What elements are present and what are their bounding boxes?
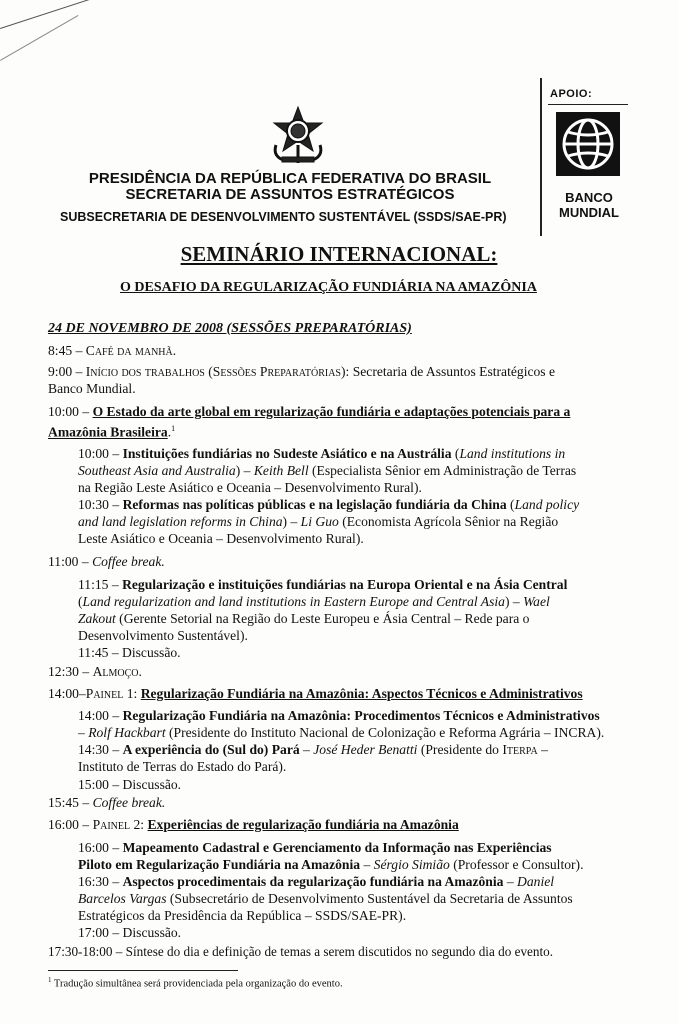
schedule-line: 14:00–Painel 1: Regularização Fundiária na Amazônia: Aspectos Técnicos e Administrativos	[48, 686, 583, 701]
schedule-line: 16:00 – Mapeamento Cadastral e Gerenciamento da Informação nas Experiências	[78, 840, 552, 855]
divider	[548, 104, 628, 105]
sponsor-name	[548, 190, 630, 220]
schedule-line: 10:00 – O Estado da arte global em regularização fundiária e adaptações potenciais para a	[48, 404, 571, 419]
schedule-line: 15:45 – Coffee break.	[48, 795, 166, 810]
schedule-line: Banco Mundial.	[48, 381, 136, 396]
schedule-line: 14:00 – Regularização Fundiária na Amazônia: Procedimentos Técnicos e Administrativos	[78, 708, 600, 723]
schedule-line: Barcelos Vargas (Subsecretário de Desenvolvimento Sustentável da Secretaria de Assuntos	[78, 891, 573, 906]
schedule-line: 16:30 – Aspectos procedimentais da regularização fundiária na Amazônia – Daniel	[78, 874, 555, 889]
schedule-line: – Rolf Hackbart (Presidente do Instituto Nacional de Colonização e Reforma Agrária – INCRA).	[78, 725, 605, 740]
day-heading: 24 DE NOVEMBRO DE 2008 (SESSÕES PREPARATÓRIAS)	[48, 321, 412, 336]
schedule-line: Instituto de Terras do Estado do Pará).	[78, 759, 287, 774]
schedule-line: 15:00 – Discussão.	[78, 777, 182, 792]
schedule-line: Leste Asiático e Oceania – Desenvolvimento Rural).	[78, 531, 364, 546]
coat-of-arms-seal	[268, 105, 328, 165]
header-presidency: PRESIDÊNCIA DA REPÚBLICA FEDERATIVA DO BRASIL	[88, 170, 492, 187]
schedule-line: Estratégicos da Presidência da República – SSDS/SAE-PR).	[78, 908, 407, 923]
schedule-line: Zakout (Gerente Setorial na Região do Leste Europeu e Ásia Central – Rede para o	[78, 611, 530, 626]
schedule-line: Amazônia Brasileira.$^1$	[48, 424, 176, 440]
divider	[540, 78, 542, 236]
schedule-line: (Land regularization and land institutions in Eastern Europe and Central Asia) – Wael	[78, 594, 550, 609]
header-subsecretariat: SUBSECRETARIA DE DESENVOLVIMENTO SUSTENTÁVEL (SSDS/SAE-PR)	[60, 210, 507, 224]
schedule-line: 14:30 – A experiência do (Sul do) Pará – José Heder Benatti (Presidente do Iterpa –	[78, 742, 548, 757]
schedule-line: Southeast Asia and Australia) – Keith Bell (Especialista Sênior em Administração de Terras	[78, 463, 577, 478]
seminar-subtitle: O DESAFIO DA REGULARIZAÇÃO FUNDIÁRIA NA AMAZÔNIA	[120, 280, 537, 295]
sponsor-label: APOIO:	[550, 88, 593, 100]
footnote-divider	[48, 970, 238, 971]
sponsor-name-line: MUNDIAL	[559, 205, 619, 220]
sponsor-name-line: BANCO	[565, 190, 613, 205]
scan-mark	[0, 0, 133, 29]
schedule-line: 10:00 – Instituições fundiárias no Sudeste Asiático e na Austrália (Land institutions in	[78, 446, 566, 461]
footnote: $^1$ Tradução simultânea será providenciada pela organização do evento.	[48, 976, 343, 990]
schedule-line: 17:30-18:00 – Síntese do dia e definição de temas a serem discutidos no segundo dia do evento.	[48, 944, 554, 959]
schedule-line: na Região Leste Asiático e Oceania – Desenvolvimento Rural).	[78, 480, 422, 495]
schedule-line: and land legislation reforms in China) – Li Guo (Economista Agrícola Sênior na Região	[78, 514, 559, 529]
schedule-line: 16:00 – Painel 2: Experiências de regularização fundiária na Amazônia	[48, 817, 459, 832]
schedule-line: 17:00 – Discussão.	[78, 925, 182, 940]
schedule-line: 8:45 – Café da manhã.	[48, 343, 177, 358]
schedule-line: 12:30 – Almoço.	[48, 664, 142, 679]
schedule-line: Desenvolvimento Sustentável).	[78, 628, 248, 643]
schedule-line: Piloto em Regularização Fundiária na Amazônia – Sérgio Simião (Professor e Consultor).	[78, 857, 584, 872]
world-bank-logo	[556, 112, 620, 176]
seminar-title: SEMINÁRIO INTERNACIONAL:	[180, 242, 498, 266]
schedule-line: 9:00 – Início dos trabalhos (Sessões Preparatórias): Secretaria de Assuntos Estratégicos e	[48, 364, 556, 379]
schedule-line: 11:00 – Coffee break.	[48, 554, 165, 569]
scan-mark	[0, 15, 78, 61]
schedule-line: 11:45 – Discussão.	[78, 645, 181, 660]
schedule-line: 11:15 – Regularização e instituições fundiárias na Europa Oriental e na Ásia Central	[78, 577, 568, 592]
schedule-line: 10:30 – Reformas nas políticas públicas e na legislação fundiária da China (Land policy	[78, 497, 580, 512]
header-secretariat: SECRETARIA DE ASSUNTOS ESTRATÉGICOS	[125, 186, 455, 203]
